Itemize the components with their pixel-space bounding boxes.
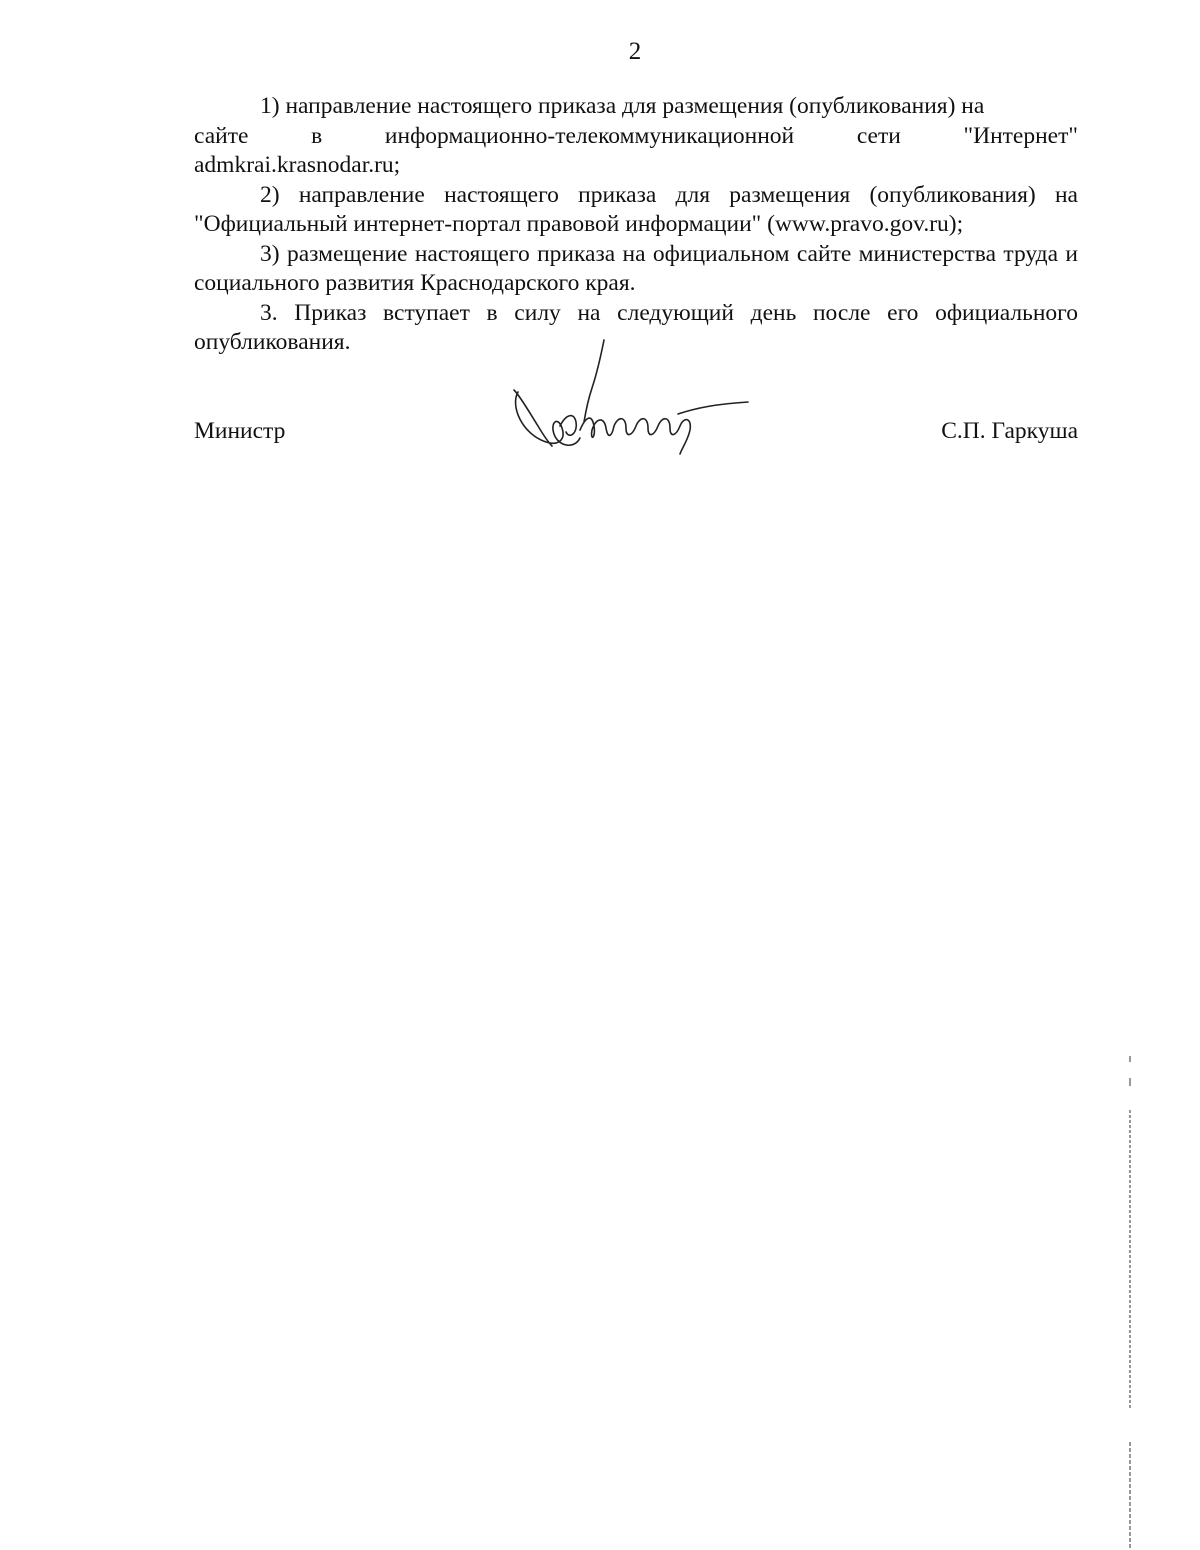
page-number: 2	[628, 38, 642, 65]
paragraph-item-1	[194, 92, 1078, 181]
paragraph-item-2: 2) направление настоящего приказа для размещения (опубликования) на "Официальный интернет-портал правовой информации" (www.pravo.gov.ru);	[194, 181, 1078, 237]
paragraph-1-line-2	[194, 122, 1078, 152]
signer-name: С.П. Гаркуша	[941, 418, 1078, 444]
paragraph-effective-date: 3. Приказ вступает в силу на следующий день после его официального опубликования.	[194, 299, 1078, 355]
word: сайте	[194, 122, 249, 149]
paragraph-1-line-1: 1) направление настоящего приказа для размещения (опубликования) на	[260, 93, 985, 119]
word: сети	[856, 122, 901, 149]
document-body	[194, 92, 1078, 358]
word: "Интернет"	[963, 122, 1078, 149]
word: в	[311, 122, 323, 149]
paragraph-1-line-3: admkrai.krasnodar.ru;	[194, 152, 401, 178]
signature-block	[194, 418, 1078, 458]
word: информационно-телекоммуникационной	[384, 122, 795, 149]
paragraph-item-3: 3) размещение настоящего приказа на официальном сайте министерства труда и социального развития Краснодарского края.	[194, 240, 1078, 296]
scan-edge-marks	[1120, 1050, 1140, 1550]
signer-title: Министр	[194, 418, 286, 444]
